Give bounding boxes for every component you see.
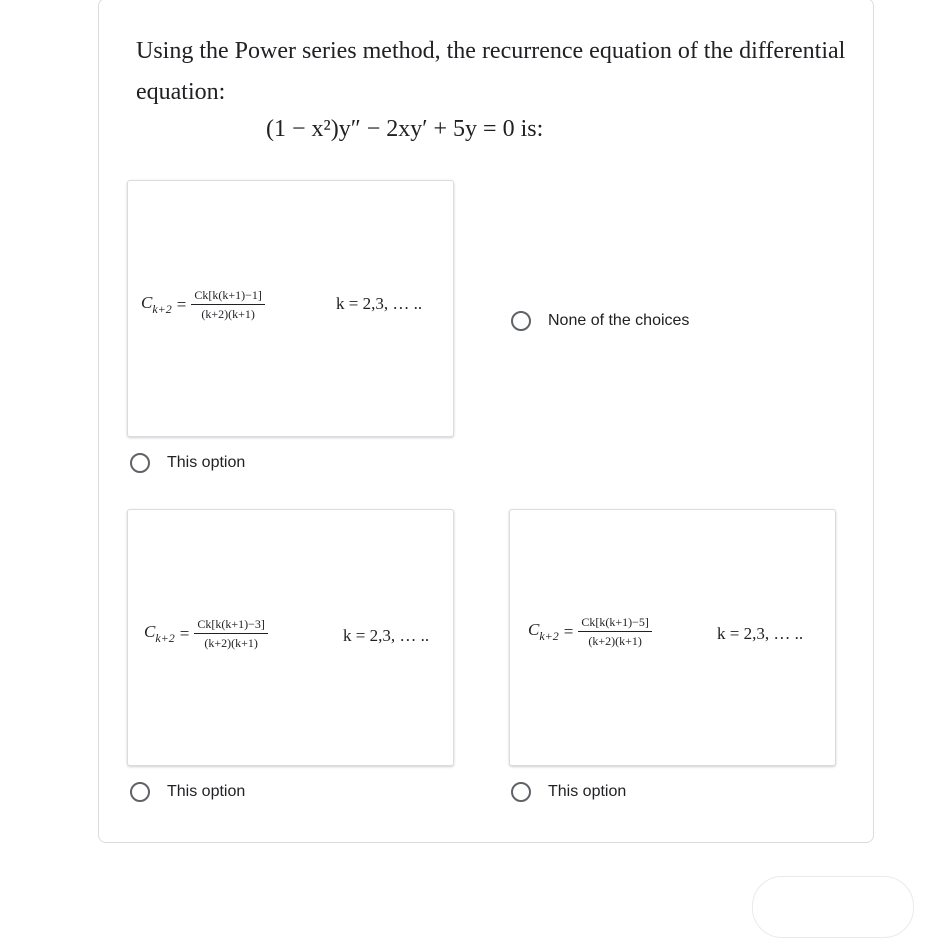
formula-denominator: (k+2)(k+1) <box>588 634 642 648</box>
option-3-range: k = 2,3, … .. <box>343 626 430 645</box>
option-label: This option <box>548 783 627 800</box>
formula-numerator: Ck[k(k+1)−5] <box>578 615 652 632</box>
formula-fraction <box>191 288 265 322</box>
formula-denominator: (k+2)(k+1) <box>201 307 255 321</box>
option-label: This option <box>167 454 246 471</box>
question-text: Using the Power series method, the recurrence equation of the differential equation: <box>136 38 846 105</box>
option-3-choice[interactable] <box>130 782 245 802</box>
option-4-choice[interactable] <box>511 782 626 802</box>
option-label: This option <box>167 783 246 800</box>
option-4-range: k = 2,3, … .. <box>717 624 804 643</box>
option-label: None of the choices <box>548 312 690 329</box>
formula-fraction <box>578 615 652 649</box>
option-3-formula: $C_{k+2}$ = $\frac{Ck[k(k+1)-3]}{(k+2)(k+1)}$ <box>144 617 268 651</box>
formula-lhs: $C_{k+2}$ <box>141 293 172 316</box>
option-1-formula: $C_{k+2}$ = $\frac{Ck[k(k+1)-1]}{(k+2)(k+1)}$ <box>141 288 265 322</box>
formula-denominator: (k+2)(k+1) <box>204 636 258 650</box>
option-4-formula: $C_{k+2}$ = $\frac{Ck[k(k+1)-5]}{(k+2)(k+1)}$ <box>528 615 652 649</box>
option-2-choice[interactable] <box>511 311 689 331</box>
radio-button[interactable] <box>130 782 150 802</box>
radio-button[interactable] <box>130 453 150 473</box>
option-1-range: k = 2,3, … .. <box>336 294 423 313</box>
radio-button[interactable] <box>511 311 531 331</box>
radio-button[interactable] <box>511 782 531 802</box>
formula-fraction <box>194 617 268 651</box>
formula-lhs: $C_{k+2}$ <box>144 622 175 645</box>
formula-numerator: Ck[k(k+1)−3] <box>194 617 268 634</box>
formula-lhs: $C_{k+2}$ <box>528 620 559 643</box>
formula-numerator: Ck[k(k+1)−1] <box>191 288 265 305</box>
option-1-choice[interactable] <box>130 453 245 473</box>
partial-button-outline <box>752 876 914 938</box>
differential-equation: (1 − x²)y″ − 2xy′ + 5y = 0 is: <box>266 116 544 142</box>
